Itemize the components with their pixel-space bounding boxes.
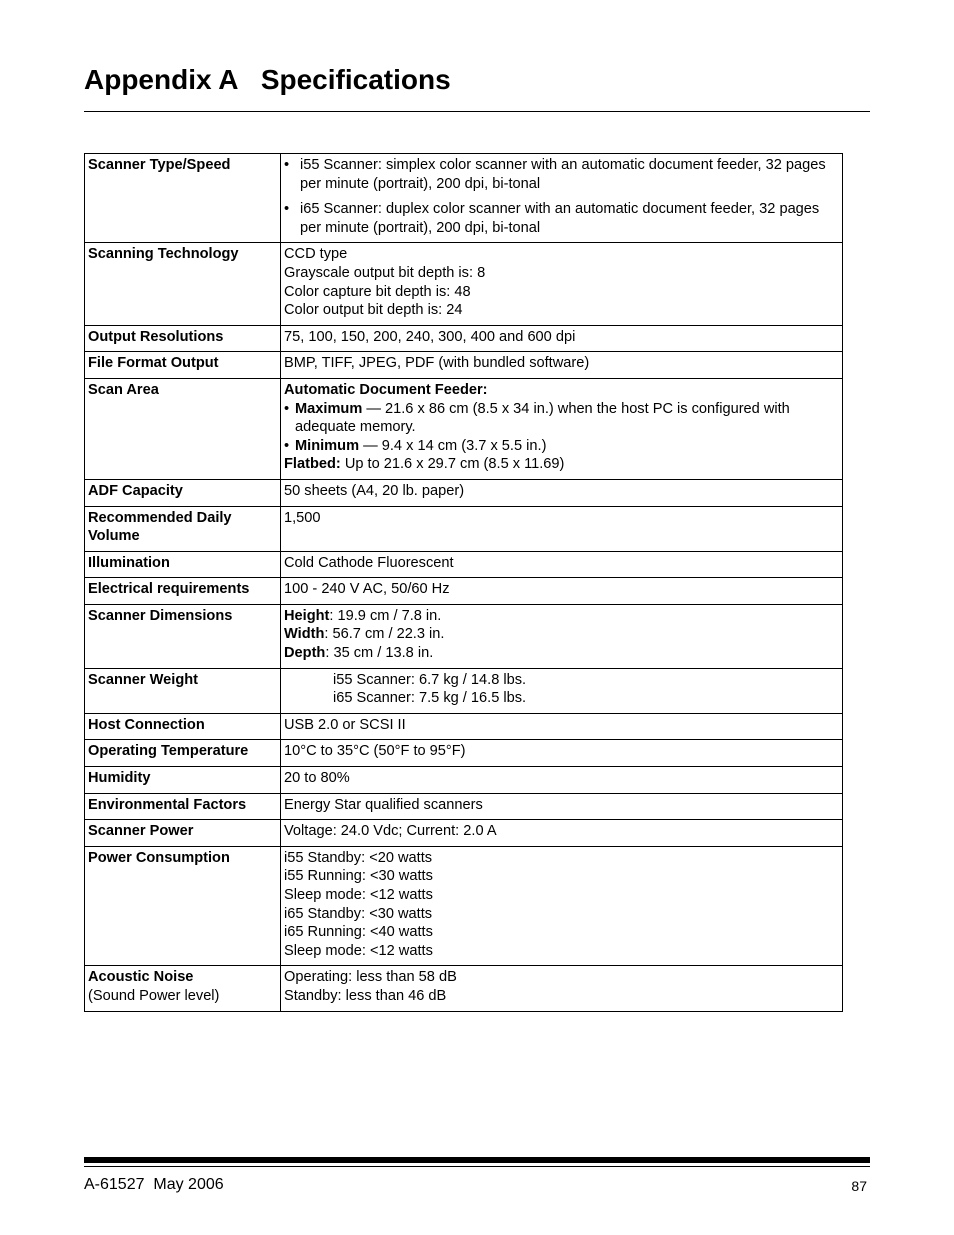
table-row: [85, 820, 843, 847]
row-value: 75, 100, 150, 200, 240, 300, 400 and 600 dpi: [281, 325, 843, 352]
row-label: Scanner Type/Speed: [85, 154, 281, 243]
row-label: File Format Output: [85, 352, 281, 379]
row-label: Scanning Technology: [85, 243, 281, 325]
row-label: Humidity: [85, 767, 281, 794]
row-value: i55 Scanner: 6.7 kg / 14.8 lbs. i65 Scanner: 7.5 kg / 16.5 lbs.: [281, 668, 843, 713]
row-value: i55 Standby: <20 watts i55 Running: <30 watts Sleep mode: <12 watts i65 Standby: <30 watts i65 Running: <40 watts Sleep mode: <12 watts: [281, 846, 843, 966]
table-row: [85, 846, 843, 966]
bullet-icon: •: [284, 400, 290, 417]
row-label: Scanner Dimensions: [85, 604, 281, 668]
table-row: [85, 578, 843, 605]
row-value: 100 - 240 V AC, 50/60 Hz: [281, 578, 843, 605]
table-row: [85, 604, 843, 668]
table-row: [85, 740, 843, 767]
table-row: [85, 154, 843, 243]
row-value: Cold Cathode Fluorescent: [281, 551, 843, 578]
row-label: Output Resolutions: [85, 325, 281, 352]
row-label: Illumination: [85, 551, 281, 578]
row-label: Scan Area: [85, 378, 281, 479]
table-row: [85, 325, 843, 352]
specifications-table: [84, 153, 843, 1012]
row-value: USB 2.0 or SCSI II: [281, 713, 843, 740]
row-value: 20 to 80%: [281, 767, 843, 794]
row-label: Scanner Weight: [85, 668, 281, 713]
title-divider: [84, 111, 870, 112]
page-number: 87: [851, 1178, 867, 1194]
row-value: Operating: less than 58 dB Standby: less than 46 dB: [281, 966, 843, 1011]
row-value: 1,500: [281, 506, 843, 551]
row-label: Host Connection: [85, 713, 281, 740]
row-value: CCD type Grayscale output bit depth is: 8 Color capture bit depth is: 48 Color output bit depth is: 24: [281, 243, 843, 325]
row-value: Energy Star qualified scanners: [281, 793, 843, 820]
table-row: [85, 352, 843, 379]
table-row: [85, 551, 843, 578]
footer-divider-thick: [84, 1157, 870, 1163]
bullet-icon: •: [284, 437, 290, 454]
footer-doc-id: A-61527 May 2006: [84, 1176, 224, 1193]
row-value: 10°C to 35°C (50°F to 95°F): [281, 740, 843, 767]
table-row: [85, 378, 843, 479]
row-label: Power Consumption: [85, 846, 281, 966]
row-value: 50 sheets (A4, 20 lb. paper): [281, 479, 843, 506]
row-label: Acoustic Noise (Sound Power level): [85, 966, 281, 1011]
footer-divider-thin: [84, 1166, 870, 1167]
row-label: ADF Capacity: [85, 479, 281, 506]
row-value: BMP, TIFF, JPEG, PDF (with bundled software): [281, 352, 843, 379]
row-value: Automatic Document Feeder: • Maximum — 21.6 x 86 cm (8.5 x 34 in.) when the host PC is configured with adequate memory. • Minimum — 9.4 x 14 cm (3.7 x 5.5 in.) Flatbed: Up to 21.6 x 29.7 cm (8.5 x 11.69): [281, 378, 843, 479]
bullet-icon: •: [284, 157, 290, 173]
row-label: Operating Temperature: [85, 740, 281, 767]
row-label: Electrical requirements: [85, 578, 281, 605]
row-label: Environmental Factors: [85, 793, 281, 820]
row-value: • i55 Scanner: simplex color scanner with an automatic document feeder, 32 pages per minute (portrait), 200 dpi, bi-tonal • i65 Scanner: duplex color scanner with an automatic document feeder, 32 pages per minute (portrait), 200 dpi, bi-tonal: [281, 154, 843, 243]
page-title: Appendix A Specifications: [84, 64, 451, 95]
table-row: [85, 767, 843, 794]
table-row: [85, 966, 843, 1011]
table-row: [85, 793, 843, 820]
row-value: Height: 19.9 cm / 7.8 in. Width: 56.7 cm / 22.3 in. Depth: 35 cm / 13.8 in.: [281, 604, 843, 668]
row-label: Scanner Power: [85, 820, 281, 847]
table-row: [85, 243, 843, 325]
table-row: [85, 506, 843, 551]
row-value: Voltage: 24.0 Vdc; Current: 2.0 A: [281, 820, 843, 847]
row-label: Recommended Daily Volume: [85, 506, 281, 551]
bullet-icon: •: [284, 201, 290, 218]
table-row: [85, 668, 843, 713]
table-row: [85, 479, 843, 506]
table-row: [85, 713, 843, 740]
